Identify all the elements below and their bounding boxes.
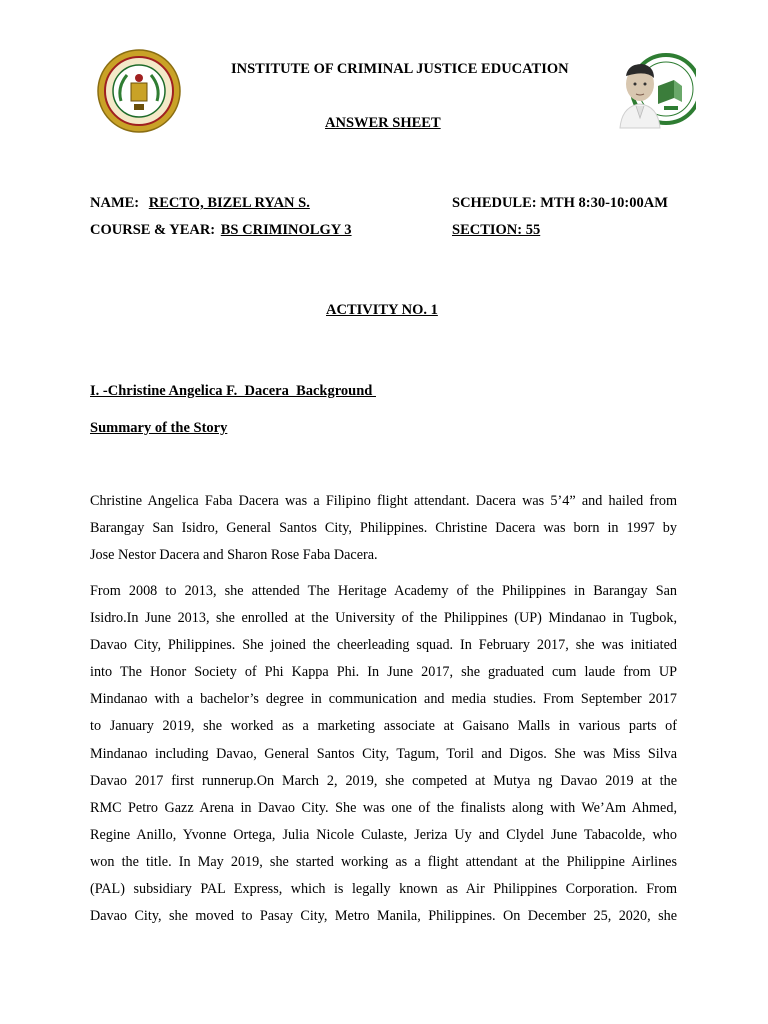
schedule: SCHEDULE: MTH 8:30-10:00AM	[452, 195, 668, 211]
university-seal-logo	[616, 46, 696, 134]
course-year-value: BS CRIMINOLGY 3	[220, 222, 352, 238]
paragraph-2-line: to January 2019, she worked as a marketing associate at Gaisano Malls in various parts of	[90, 718, 677, 735]
paragraph-2-line: Mindanao including Davao, General Santos City, Tagum, Toril and Digos. She was Miss Silva	[90, 745, 677, 762]
name-row	[90, 195, 310, 212]
course-year-row	[90, 222, 352, 239]
paragraph-1	[90, 488, 677, 569]
paragraph-1-line: Jose Nestor Dacera and Sharon Rose Faba Dacera.	[90, 547, 378, 564]
section: SECTION: 55	[452, 222, 541, 238]
paragraph-2-line: From 2008 to 2013, she attended The Heritage Academy of the Philippines in Barangay San	[90, 583, 677, 599]
paragraph-1-line: Barangay San Isidro, General Santos City, Philippines. Christine Dacera was born in 1997 by	[90, 520, 677, 537]
paragraph-2-line: Mindanao with a bachelor’s degree in communication and media studies. From September 2017	[90, 691, 677, 708]
paragraph-2-line: Isidro.In June 2013, she enrolled at the University of the Philippines (UP) Mindanao in Tugbok,	[90, 610, 677, 627]
paragraph-2-line: won the title. In May 2019, she started working as a flight attendant at the Philippine Airlines	[90, 853, 677, 870]
course-year-label: COURSE & YEAR:	[90, 222, 216, 238]
institute-title: INSTITUTE OF CRIMINAL JUSTICE EDUCATION	[231, 61, 569, 77]
answer-sheet-title: ANSWER SHEET	[325, 115, 441, 131]
paragraph-2-line: (PAL) subsidiary PAL Express, which is legally known as Air Philippines Corporation. From	[90, 881, 677, 898]
paragraph-2-line: Davao City, Philippines. She joined the cheerleading squad. In February 2017, she was initiated	[90, 637, 677, 654]
name-label: NAME:	[90, 195, 140, 211]
name-value: RECTO, BIZEL RYAN S.	[148, 195, 310, 211]
summary-heading: Summary of the Story	[90, 420, 228, 436]
institute-seal-logo	[97, 49, 181, 133]
paragraph-2-line: into The Honor Society of Phi Kappa Phi. In June 2017, she graduated cum laude from UP	[90, 664, 677, 681]
section-heading: I. -Christine Angelica F. Dacera Background	[90, 383, 376, 399]
paragraph-2-line: Regine Anillo, Yvonne Ortega, Julia Nicole Culaste, Jeriza Uy and Clydel June Tabacolde, who	[90, 826, 677, 843]
paragraph-2-line: Davao City, she moved to Pasay City, Metro Manila, Philippines. On December 25, 2020, she	[90, 908, 677, 925]
paragraph-2-line: Davao 2017 first runnerup.On March 2, 2019, she competed at Mutya ng Davao 2019 at the	[90, 772, 677, 789]
paragraph-2-line: RMC Petro Gazz Arena in Davao City. She was one of the finalists along with We’Am Ahmed,	[90, 799, 677, 816]
paragraph-2	[90, 578, 677, 930]
activity-title: ACTIVITY NO. 1	[326, 302, 438, 318]
paragraph-1-line: Christine Angelica Faba Dacera was a Filipino flight attendant. Dacera was 5’4” and hailed from	[90, 493, 677, 509]
